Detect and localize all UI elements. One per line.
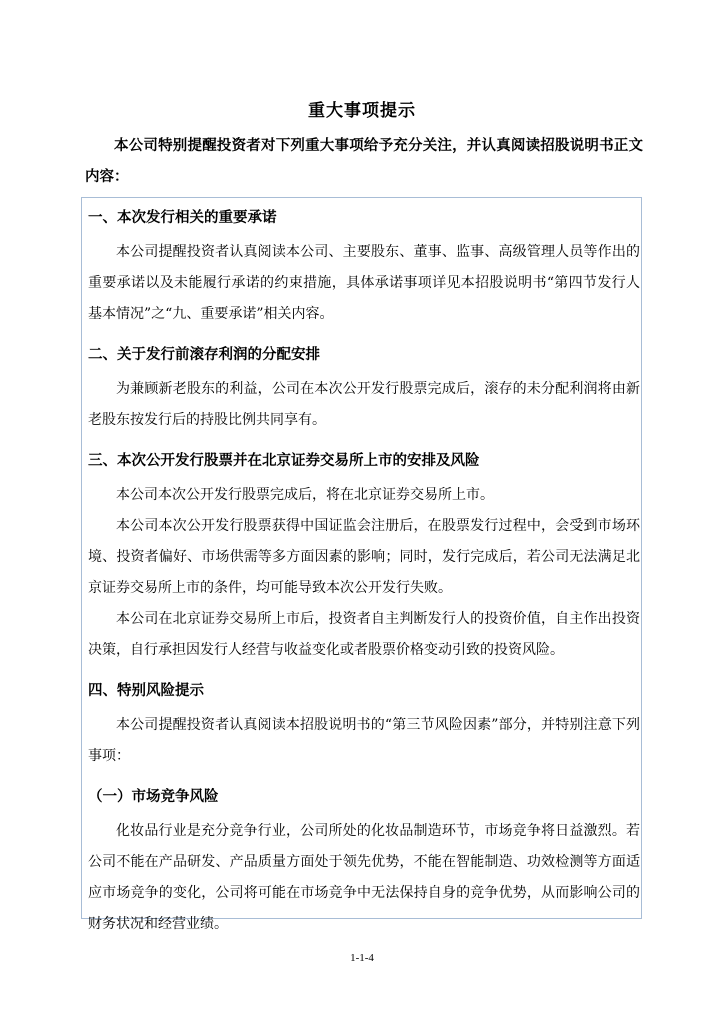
- section-paragraph: 为兼顾新老股东的利益，公司在本次公开发行股票完成后，滚存的未分配利润将由新老股东按发行后的持股比例共同享有。: [88, 381, 640, 428]
- page-number: 1-1-4: [350, 952, 374, 964]
- section-paragraph: 本公司提醒投资者认真阅读本公司、主要股东、董事、监事、高级管理人员等作出的重要承诺以及未能履行承诺的约束措施，具体承诺事项详见本招股说明书“第四节发行人基本情况”之“九、重要承诺”相关内容。: [88, 244, 640, 322]
- section-paragraph: 本公司在北京证券交易所上市后，投资者自主判断发行人的投资价值，自主作出投资决策，自行承担因发行人经营与收益变化或者股票价格变动引致的投资风险。: [88, 611, 640, 658]
- section-paragraph: 化妆品行业是充分竞争行业，公司所处的化妆品制造环节，市场竞争将日益激烈。若公司不能在产品研发、产品质量方面处于领先优势，不能在智能制造、功效检测等方面适应市场竞争的变化，公司将可能在市场竞争中无法保持自身的竞争优势，从而影响公司的财务状况和经营业绩。: [88, 823, 640, 932]
- section-paragraph: 本公司本次公开发行股票完成后，将在北京证券交易所上市。: [116, 487, 494, 503]
- section-paragraph: 本公司提醒投资者认真阅读本招股说明书的“第三节风险因素”部分，并特别注意下列事项：: [88, 717, 640, 764]
- content-body: [88, 198, 640, 940]
- section-paragraph: 本公司本次公开发行股票获得中国证监会注册后，在股票发行过程中，会受到市场环境、投资者偏好、市场供需等多方面因素的影响；同时，发行完成后，若公司无法满足北京证券交易所上市的条件，均可能导致本次公开发行失败。: [88, 518, 640, 596]
- section-heading-profit-distribution: 二、关于发行前滚存利润的分配安排: [88, 347, 320, 363]
- content-box: [81, 197, 642, 932]
- section-heading-listing-arrangement: 三、本次公开发行股票并在北京证券交易所上市的安排及风险: [88, 453, 480, 469]
- page-title: 重大事项提示: [308, 101, 416, 121]
- intro-paragraph: 本公司特别提醒投资者对下列重大事项给予充分关注，并认真阅读招股说明书正文内容：: [85, 138, 643, 185]
- section-heading-commitments: 一、本次发行相关的重要承诺: [88, 210, 277, 226]
- section-heading-special-risk: 四、特别风险提示: [88, 683, 204, 699]
- subsection-heading-market-competition: （一）市场竞争风险: [88, 789, 219, 805]
